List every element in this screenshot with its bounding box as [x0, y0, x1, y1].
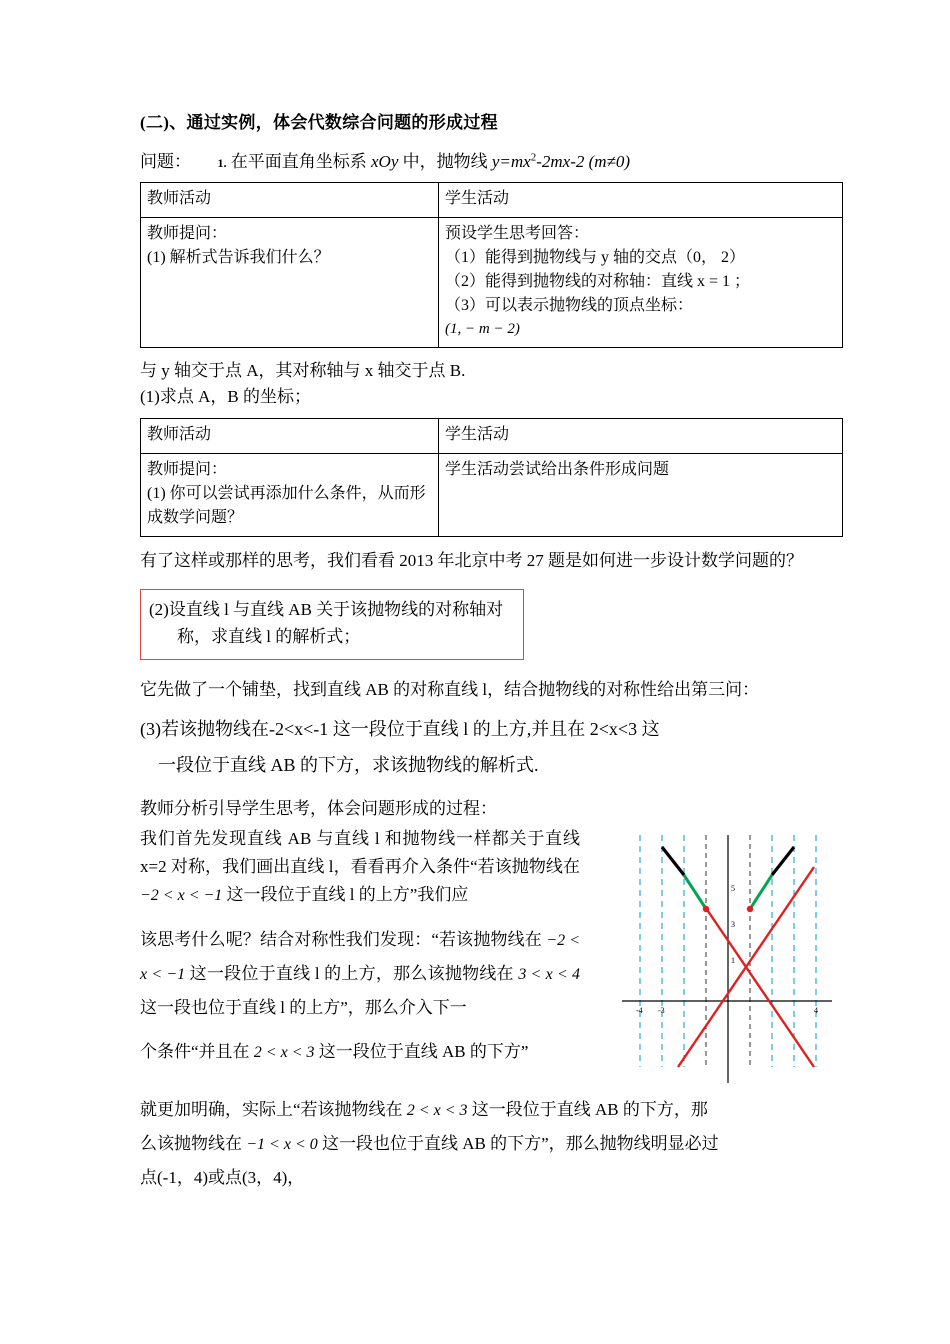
paragraph-2013: 有了这样或那样的思考，我们看看 2013 年北京中考 27 题是如何进一步设计数学问题的？: [140, 551, 803, 571]
table-row: [141, 419, 843, 454]
mid-line-2: (1)求点 A，B 的坐标；: [140, 386, 311, 406]
svg-text:-3: -3: [658, 1005, 665, 1015]
analysis-p5-math: −1 < x < 0: [246, 1136, 318, 1154]
activity-table-1: [140, 182, 843, 348]
student2-line-1: 学生活动尝试给出条件形成问题: [445, 461, 670, 479]
teacher-line-2: (1) 解析式告诉我们什么？: [147, 249, 330, 266]
boxed-line-2: 称，求直线 l 的解析式；: [177, 627, 361, 647]
question-3-line-2: 一段位于直线 AB 的下方，求该抛物线的解析式.: [158, 755, 539, 776]
teacher2-line-1: 教师提问：: [147, 461, 228, 479]
analysis-p5-b: 这一段也位于直线 AB 的下方”，那么抛物线明显必过: [317, 1134, 719, 1154]
analysis-p5-a: 么该抛物线在: [140, 1134, 247, 1154]
student-line-1: 预设学生思考回答：: [445, 225, 590, 242]
analysis-text-column: [140, 825, 580, 1069]
problem-math-eq1: y=mx: [491, 152, 531, 171]
analysis-p4-a: 就更加明确，实际上“若该抛物线在: [140, 1100, 407, 1120]
problem-text-1: 在平面直角坐标系: [230, 152, 371, 171]
problem-label: 问题：: [140, 152, 191, 171]
table2-header-teacher: 教师活动: [141, 419, 439, 454]
analysis-p4-math: 2 < x < 3: [406, 1102, 468, 1120]
analysis-p4-b: 这一段位于直线 AB 的下方，那: [467, 1100, 708, 1120]
paragraph-bedding: 它先做了一个铺垫，找到直线 AB 的对称直线 l，结合抛物线的对称性给出第三问：: [140, 679, 760, 699]
svg-text:3: 3: [731, 919, 735, 929]
table1-cell-student: [439, 218, 843, 348]
analysis-p3-b: 这一段位于直线 AB 的下方”: [314, 1042, 529, 1062]
table2-cell-teacher: [141, 454, 439, 537]
student-line-2: （1）能得到抛物线与 y 轴的交点（0， 2）: [445, 249, 746, 266]
student-line-5: (1, − m − 2): [445, 321, 520, 337]
analysis-p2-math-2: 3 < x < 4: [518, 966, 580, 984]
analysis-p1-math: −2 < x < −1: [140, 886, 223, 904]
coordinate-graph-figure: [618, 831, 838, 1099]
analysis-p2-math-1: −2 < x < −1: [140, 932, 580, 984]
analysis-paragraph-6: 点(-1，4)或点(3，4)，: [140, 1168, 305, 1188]
question-3-line-1: (3)若该抛物线在-2<x<-1 这一段位于直线 l 的上方,并且在 2<x<3 这: [140, 718, 660, 739]
problem-math-exponent: 2: [530, 151, 537, 164]
svg-text:4: 4: [814, 1005, 818, 1015]
problem-statement: [140, 147, 816, 172]
table1-header-student: 学生活动: [439, 183, 843, 218]
table2-header-student: 学生活动: [439, 419, 843, 454]
analysis-paragraph-3: [140, 1035, 580, 1069]
table1-cell-teacher: [141, 218, 439, 348]
student-line-4: （3）可以表示抛物线的顶点坐标：: [445, 297, 694, 314]
problem-math-xoy: xOy: [371, 152, 399, 171]
analysis-paragraph-5: [140, 1127, 816, 1161]
problem-number: 1.: [217, 156, 227, 170]
analysis-p2-c: 这一段也位于直线 l 的上方”，那么介入下一: [140, 998, 467, 1018]
analysis-p2-b: 这一段位于直线 l 的上方，那么该抛物线在: [185, 964, 519, 984]
table-row: [141, 218, 843, 348]
table1-header-teacher: 教师活动: [141, 183, 439, 218]
student-line-3: （2）能得到抛物线的对称轴：直线 x = 1 ；: [445, 273, 751, 290]
analysis-p1-b: 这一段位于直线 l 的上方”我们应: [222, 884, 469, 904]
analysis-p1-a: 我们首先发现直线 AB 与直线 l 和抛物线一样都关于直线 x=2 对称，我们画出直线 l，看看再介入条件“若该抛物线在: [140, 828, 580, 876]
section-heading: (二)、通过实例，体会代数综合问题的形成过程: [140, 113, 498, 132]
teacher-line-1: 教师提问：: [147, 225, 228, 242]
analysis-paragraph-2: [140, 923, 580, 1025]
coordinate-graph-svg: [618, 831, 838, 1099]
analysis-paragraph-1: [140, 825, 580, 909]
mid-line-1: 与 y 轴交于点 A，其对称轴与 x 轴交于点 B.: [140, 360, 466, 380]
analysis-p2-a: 该思考什么呢？结合对称性我们发现：“若该抛物线在: [140, 930, 547, 950]
teacher2-line-2: (1) 你可以尝试再添加什么条件，从而形成数学问题？: [147, 485, 426, 527]
analysis-title: 教师分析引导学生思考，体会问题形成的过程：: [140, 798, 497, 818]
table2-cell-student: [439, 454, 843, 537]
problem-math-eq2: -2mx-2 (m≠0): [536, 152, 631, 171]
table-row: [141, 183, 843, 218]
boxed-line-1: (2)设直线 l 与直线 AB 关于该抛物线的对称轴对: [149, 600, 504, 620]
analysis-with-figure: [140, 825, 816, 1069]
svg-text:5: 5: [731, 883, 735, 893]
analysis-p3-a: 个条件“并且在: [140, 1042, 254, 1062]
table-row: [141, 454, 843, 537]
highlighted-question-box: [140, 589, 524, 659]
activity-table-2: [140, 418, 843, 537]
analysis-p3-math: 2 < x < 3: [253, 1044, 315, 1062]
svg-text:-4: -4: [636, 1005, 643, 1015]
problem-text-2: 中，抛物线: [398, 152, 492, 171]
document-content: [140, 108, 816, 1195]
svg-text:1: 1: [731, 955, 735, 965]
